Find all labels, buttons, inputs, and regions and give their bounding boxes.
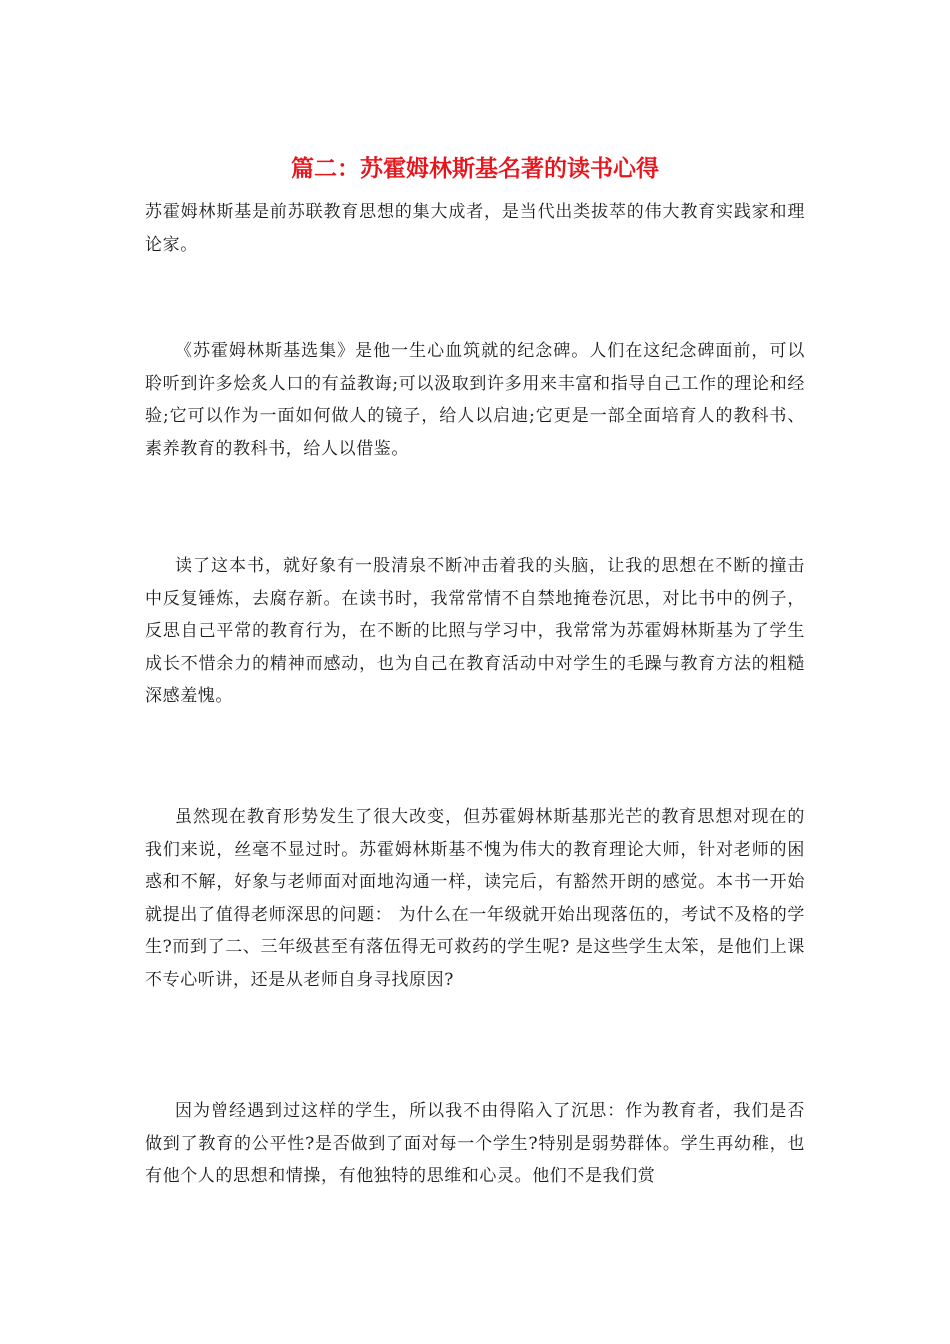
paragraph-fairness: 因为曾经遇到过这样的学生，所以我不由得陷入了沉思：作为教育者，我们是否做到了教育的公平性?是否做到了面对每一个学生?特别是弱势群体。学生再幼稚，也有他个人的思想和情操，有他独特的思维和心灵。他们不是我们赏 <box>145 1101 805 1186</box>
paragraph-selected-works: 《苏霍姆林斯基选集》是他一生心血筑就的纪念碑。人们在这纪念碑面前，可以聆听到许多烩炙人口的有益教诲;可以汲取到许多用来丰富和指导自己工作的理论和经验;它可以作为一面如何做人的镜子，给人以启迪;它更是一部全面培育人的教科书、素养教育的教科书，给人以借鉴。 <box>145 341 805 459</box>
paragraph-education-question: 虽然现在教育形势发生了很大改变，但苏霍姆林斯基那光芒的教育思想对现在的我们来说，丝毫不显过时。苏霍姆林斯基不愧为伟大的教育理论大师，针对老师的困惑和不解，好象与老师面对面地沟通一样，读完后，有豁然开朗的感觉。本书一开始就提出了值得老师深思的问题： 为什么在一年级就开始出现落伍的，考试不及格的学生?而到了二、三年级甚至有落伍得无可救药的学生呢? 是这些学生太笨，是他们上课不专心听讲，还是从老师自身寻找原因? <box>145 807 805 990</box>
paragraph-reading-reflection: 读了这本书，就好象有一股清泉不断冲击着我的头脑，让我的思想在不断的撞击中反复锤炼，去腐存新。在读书时，我常常情不自禁地掩卷沉思，对比书中的例子，反思自己平常的教育行为，在不断的比照与学习中，我常常为苏霍姆林斯基为了学生成长不惜余力的精神而感动，也为自己在教育活动中对学生的毛躁与教育方法的粗糙深感羞愧。 <box>145 556 805 706</box>
paragraph-intro: 苏霍姆林斯基是前苏联教育思想的集大成者，是当代出类拔萃的伟大教育实践家和理论家。 <box>145 202 805 255</box>
document-title: 篇二：苏霍姆林斯基名著的读书心得 <box>291 156 659 182</box>
